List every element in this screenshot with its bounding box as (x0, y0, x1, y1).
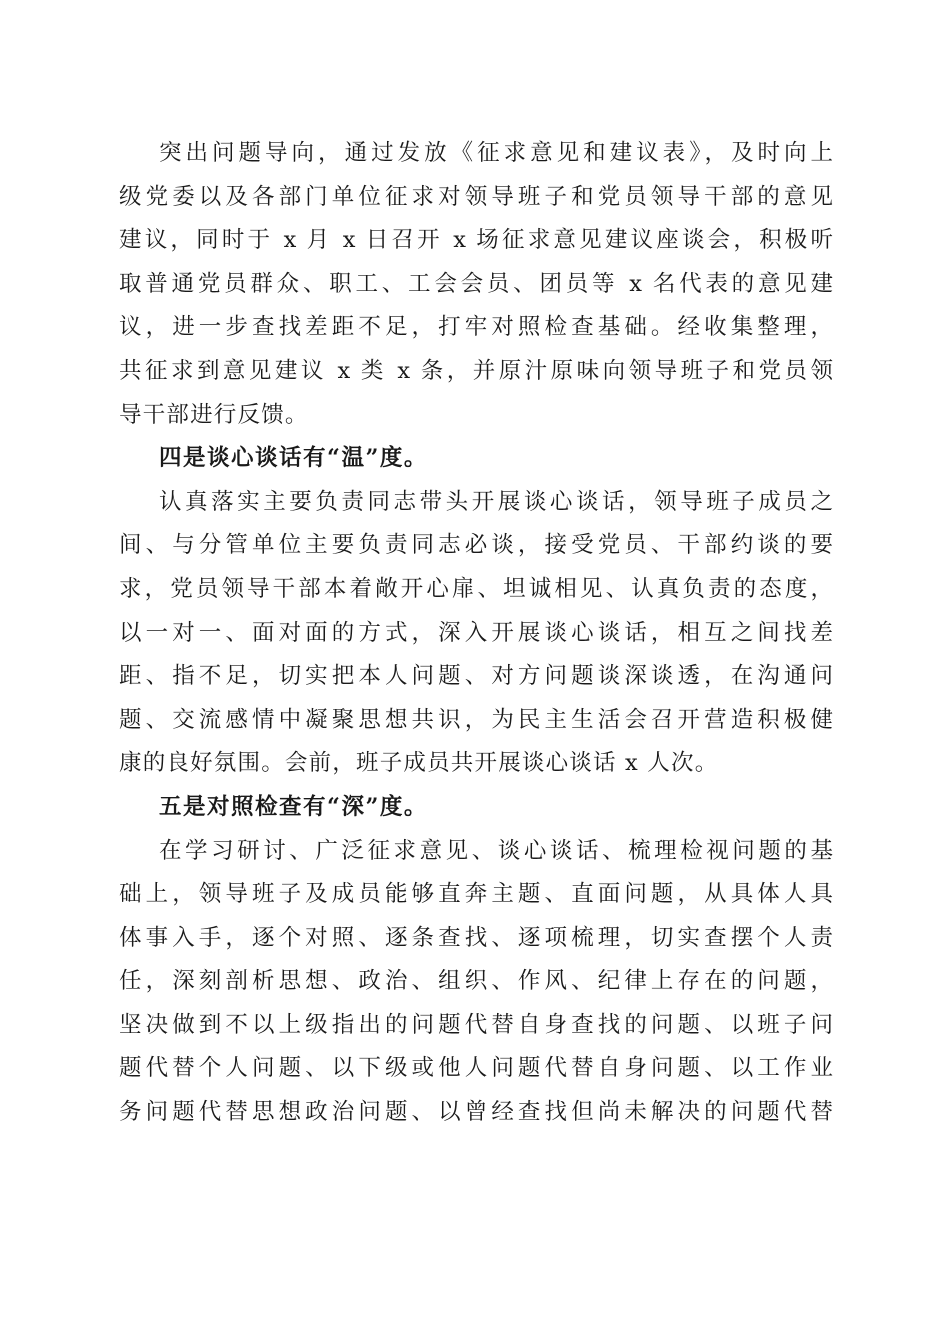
paragraph-line: 康的良好氛围。会前，班子成员共开展谈心谈话 x 人次。 (119, 750, 719, 777)
paragraph-line: 议，进一步查找差距不足，打牢对照检查基础。经收集整理， (119, 314, 833, 341)
section-heading-5: 五是对照检查有“深”度。 (159, 793, 428, 820)
paragraph-line: 以一对一、面对面的方式，深入开展谈心谈话，相互之间找差 (119, 619, 833, 646)
paragraph-line: 共征求到意见建议 x 类 x 条，并原汁原味向领导班子和党员领 (119, 357, 833, 384)
paragraph-line: 题代替个人问题、以下级或他人问题代替自身问题、以工作业 (119, 1055, 833, 1082)
paragraph-line: 础上，领导班子及成员能够直奔主题、直面问题，从具体人具 (119, 881, 833, 908)
paragraph-opinion-collection (119, 132, 833, 437)
paragraph-line: 建议，同时于 x 月 x 日召开 x 场征求意见建议座谈会，积极听 (119, 227, 833, 254)
document-body (119, 132, 833, 1135)
paragraph-line: 间、与分管单位主要负责同志必谈，接受党员、干部约谈的要 (119, 532, 833, 559)
paragraph-line: 导干部进行反馈。 (119, 401, 309, 428)
paragraph-heart-to-heart-talks (119, 481, 833, 786)
paragraph-line: 体事入手，逐个对照、逐条查找、逐项梳理，切实查摆个人责 (119, 924, 833, 951)
paragraph-line: 在学习研讨、广泛征求意见、谈心谈话、梳理检视问题的基 (159, 837, 833, 864)
paragraph-line: 突出问题导向，通过发放《征求意见和建议表》，及时向上 (159, 140, 833, 166)
paragraph-line: 任，深刻剖析思想、政治、组织、作风、纪律上存在的问题， (119, 968, 833, 995)
paragraph-line: 认真落实主要负责同志带头开展谈心谈话，领导班子成员之 (159, 488, 833, 515)
paragraph-line: 级党委以及各部门单位征求对领导班子和党员领导干部的意见 (119, 183, 833, 210)
paragraph-line: 距、指不足，切实把本人问题、对方问题谈深谈透，在沟通问 (119, 663, 833, 690)
paragraph-line: 求，党员领导干部本着敞开心扉、坦诚相见、认真负责的态度， (119, 575, 833, 602)
paragraph-self-examination (119, 830, 833, 1135)
paragraph-line: 题、交流感情中凝聚思想共识，为民主生活会召开营造积极健 (119, 706, 833, 733)
paragraph-line: 务问题代替思想政治问题、以曾经查找但尚未解决的问题代替 (119, 1099, 833, 1126)
paragraph-line: 取普通党员群众、职工、工会会员、团员等 x 名代表的意见建 (119, 270, 833, 297)
section-heading-4: 四是谈心谈话有“温”度。 (159, 445, 428, 472)
paragraph-line: 坚决做到不以上级指出的问题代替自身查找的问题、以班子问 (119, 1011, 833, 1038)
